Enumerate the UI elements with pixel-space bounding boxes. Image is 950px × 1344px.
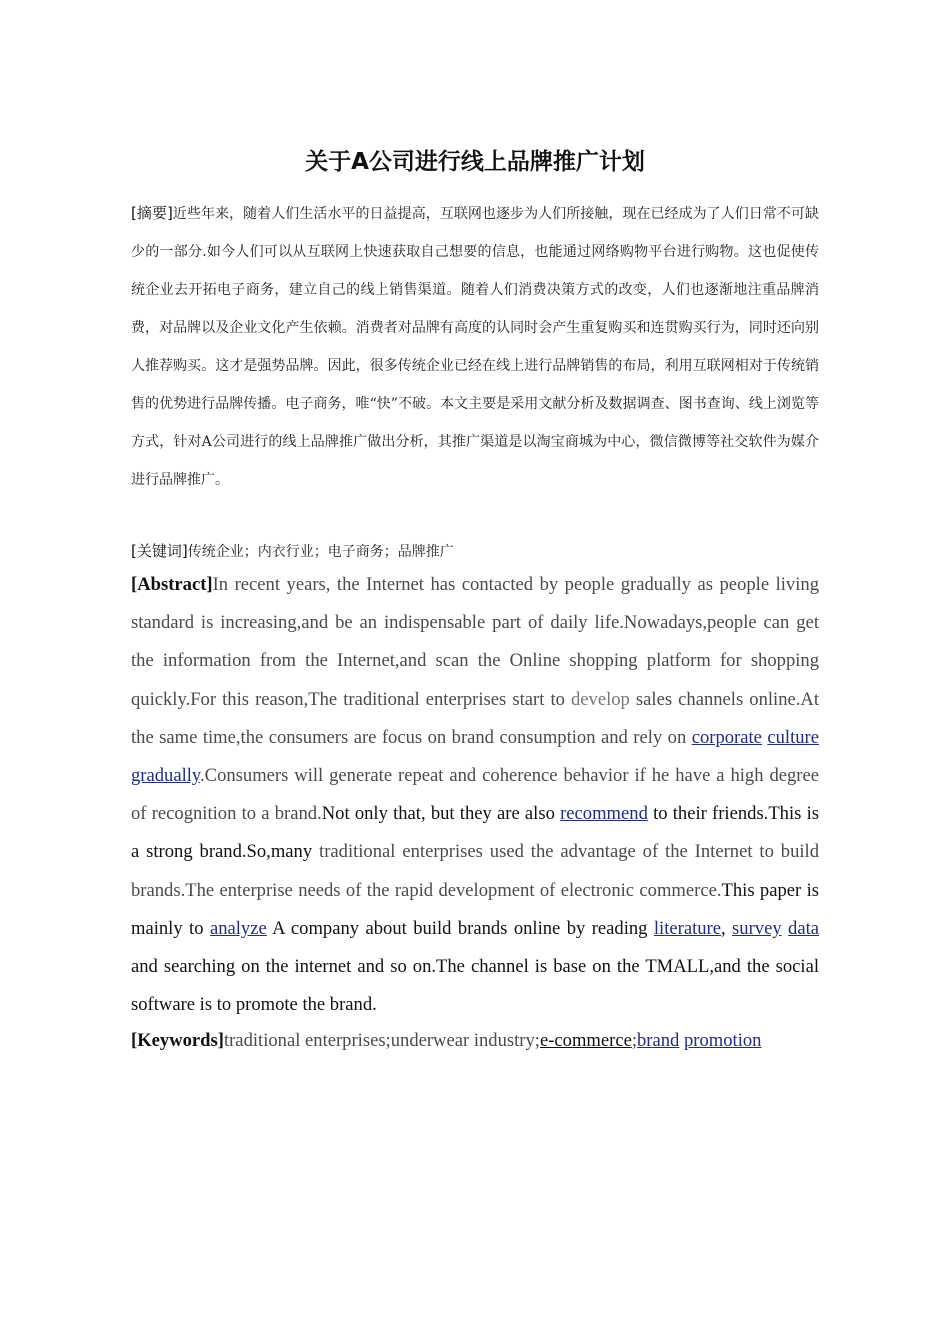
abstract-text: A company about build brands online by reading [266,917,654,939]
link-literature[interactable]: literature [653,917,721,939]
link-e-commerce[interactable]: e-commerce [539,1030,632,1051]
english-abstract [131,566,819,1024]
keywords-text: traditional enterprises;underwear industry; [223,1030,540,1051]
chinese-keywords-label: [关键词] [131,542,188,560]
link-analyze[interactable]: analyze [209,917,267,939]
link-culture[interactable]: culture [767,726,819,748]
link-promotion[interactable]: promotion [684,1030,762,1051]
abstract-text: .Consumers will generate repeat and coherence behavior if he have a high degree of recognition to a brand. [131,765,819,825]
link-survey[interactable]: survey [732,917,782,939]
abstract-text: and searching on the internet and so on.The channel is base on the TMALL,and the social software is to promote the brand. [131,956,819,1016]
abstract-text: traditional enterprises used the advantage of the Internet to build brands.The enterprise needs of the rapid development of electronic commerce. [131,841,819,901]
document-title: 关于A公司进行线上品牌推广计划 [305,149,645,175]
link-gradually[interactable]: gradually [131,765,201,787]
english-keywords-label: [Keywords] [131,1030,224,1051]
abstract-text: sales channels online.At the same time,the consumers are focus on brand consumption and rely on [131,688,819,748]
link-corporate[interactable]: corporate [691,726,762,748]
abstract-text: develop [570,688,630,710]
abstract-text: , [720,917,733,939]
abstract-text: In recent years, the Internet has contacted by people gradually as people living standard is increasing,and be an indispensable part of daily life.Nowadays,people can get the information from the Internet,and scan the Online shopping platform for shopping quickly.For this reason,The traditional enterprises start to [131,574,819,710]
link-recommend[interactable]: recommend [560,803,648,825]
english-keywords [131,1022,819,1060]
chinese-keywords-text: 传统企业；内衣行业；电子商务；品牌推广 [187,544,454,560]
abstract-text: to their friends.This is a strong brand.So,many [131,803,819,863]
chinese-abstract-text: 近些年来，随着人们生活水平的日益提高，互联网也逐步为人们所接触，现在已经成为了人们日常不可缺少的一部分.如今人们可以从互联网上快速获取自己想要的信息，也能通过网络购物平台进行购物。这也促使传统企业去开拓电子商务，建立自己的线上销售渠道。随着人们消费决策方式的改变，人们也逐渐地注重品牌消费，对品牌以及企业文化产生依赖。消费者对品牌有高度的认同时会产生重复购买和连贯购买行为，同时还向别人推荐购买。这才是强势品牌。因此，很多传统企业已经在线上进行品牌销售的布局，利用互联网相对于传统销售的优势进行品牌传播。电子商务，唯“快”不破。本文主要是采用文献分析及数据调查、图书查询、线上浏览等方式，针对A公司进行的线上品牌推广做出分析，其推广渠道是以淘宝商城为中心，微信微博等社交软件为媒介进行品牌推广。 [131,206,819,488]
chinese-abstract [131,194,819,499]
chinese-keywords [131,534,819,569]
abstract-text: Not only that, but they are also [321,803,561,825]
link-brand[interactable]: brand [637,1030,680,1051]
abstract-text: This paper is mainly to [131,879,820,939]
keywords-text: ; [631,1030,637,1051]
link-data[interactable]: data [788,917,820,939]
english-abstract-label: [Abstract] [131,574,213,595]
chinese-abstract-label: [摘要] [131,204,173,222]
